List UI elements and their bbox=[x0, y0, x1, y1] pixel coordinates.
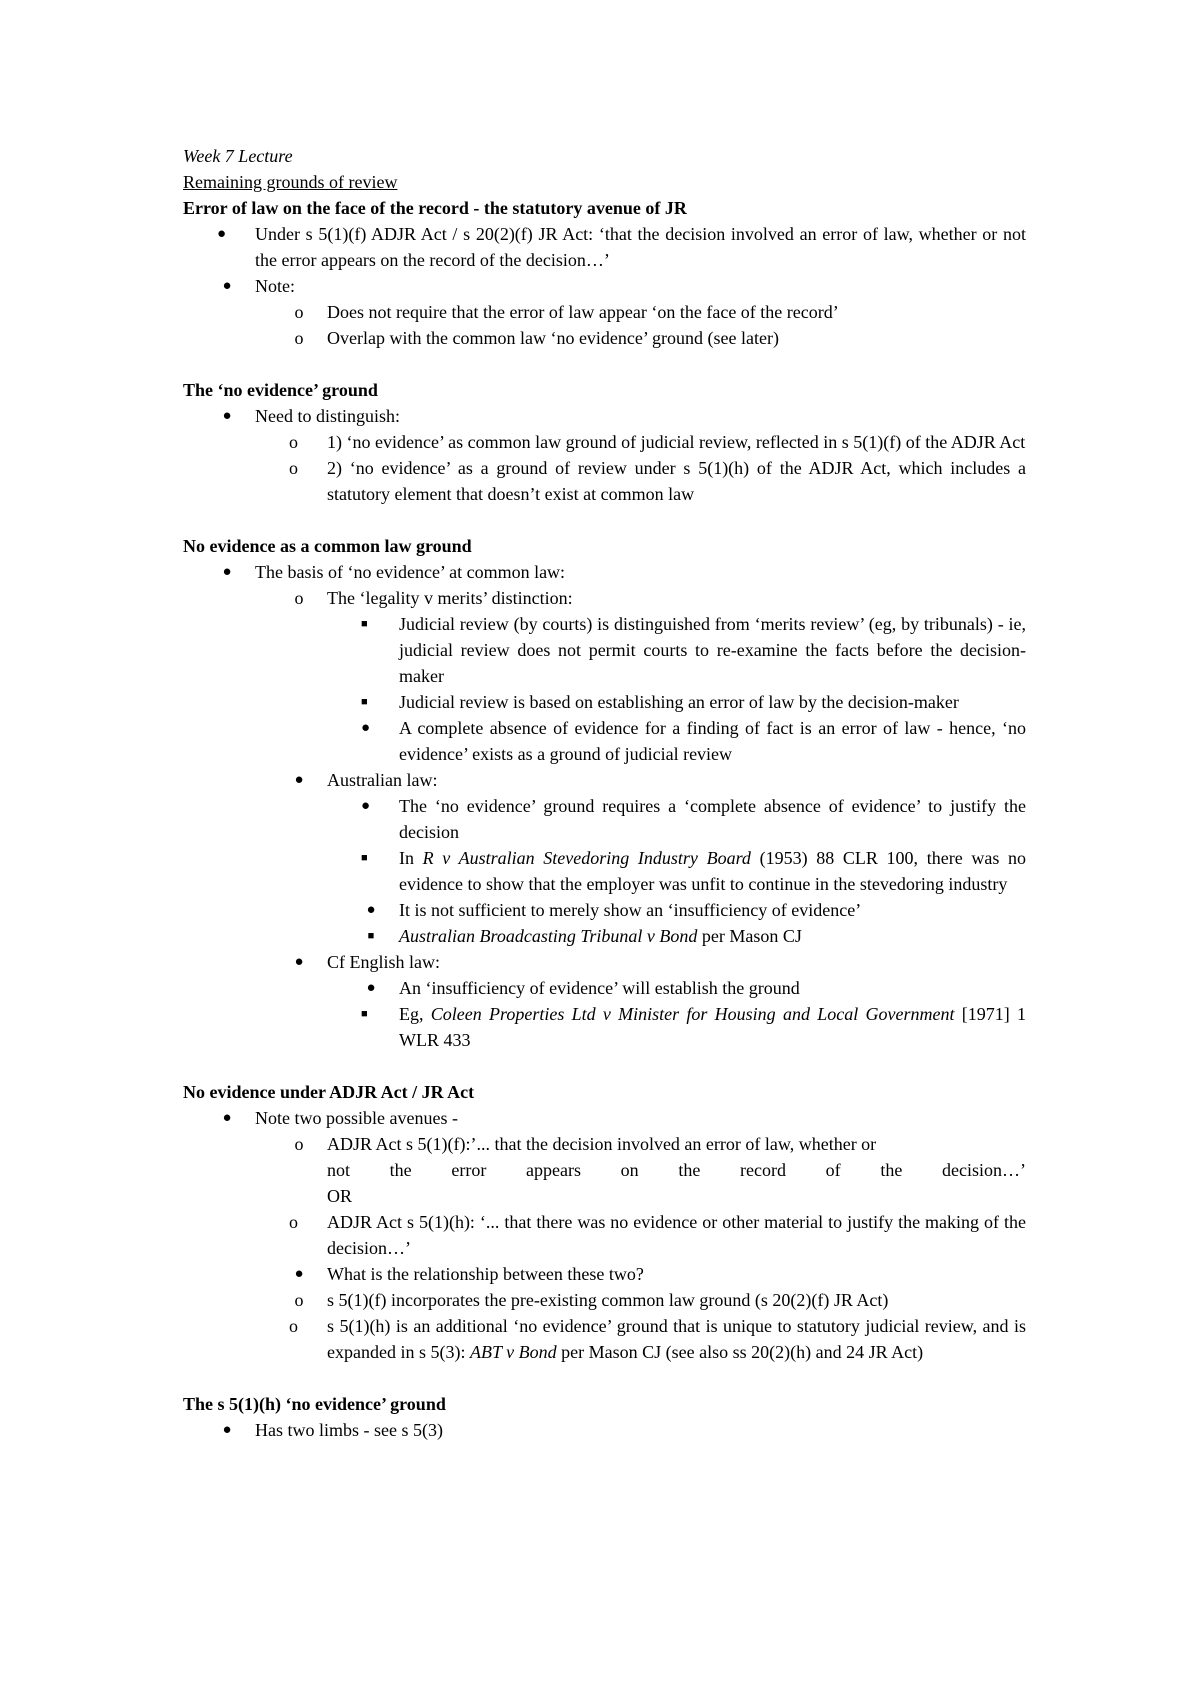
list-item: ■ Judicial review (by courts) is distinguished from ‘merits review’ (eg, by tribunals) - ie, judicial review does not permit courts to re-examine the facts before the decision-maker bbox=[183, 611, 1026, 689]
circle-bullet-icon: o bbox=[294, 1134, 304, 1154]
list-item: ● Note: bbox=[183, 273, 1026, 299]
circle-bullet-icon: o bbox=[294, 328, 304, 348]
case-name: Australian Broadcasting Tribunal v Bond bbox=[399, 926, 698, 946]
bullet-icon: ● bbox=[222, 1110, 232, 1126]
circle-bullet-icon: o bbox=[294, 1290, 304, 1310]
list-item: o The ‘legality v merits’ distinction: bbox=[183, 585, 1026, 611]
list-item: ● Need to distinguish: bbox=[183, 403, 1026, 429]
list-item: ● Cf English law: bbox=[183, 949, 1026, 975]
list-item: ● Has two limbs - see s 5(3) bbox=[183, 1417, 1026, 1443]
case-name: ABT v Bond bbox=[469, 1342, 557, 1362]
list-item: ● The basis of ‘no evidence’ at common law: bbox=[183, 559, 1026, 585]
list-item: ● Note two possible avenues - bbox=[183, 1105, 1026, 1131]
circle-bullet-icon: o bbox=[289, 1316, 298, 1336]
list-item: o s 5(1)(f) incorporates the pre-existing common law ground (s 20(2)(f) JR Act) bbox=[183, 1287, 1026, 1313]
list-item: ■ Australian Broadcasting Tribunal v Bond per Mason CJ bbox=[183, 923, 1026, 949]
bullet-icon: ● bbox=[217, 226, 227, 242]
square-bullet-icon: ■ bbox=[361, 696, 368, 708]
list-item: o 1) ‘no evidence’ as common law ground of judicial review, reflected in s 5(1)(f) of the ADJR Act bbox=[183, 429, 1026, 455]
bullet-icon: ● bbox=[294, 1266, 304, 1282]
list-item: ● Australian law: bbox=[183, 767, 1026, 793]
section-heading-no-evidence: The ‘no evidence’ ground bbox=[183, 380, 378, 400]
bullet-icon: ● bbox=[222, 1422, 232, 1438]
circle-bullet-icon: o bbox=[294, 302, 304, 322]
square-bullet-icon: ■ bbox=[361, 852, 368, 864]
list-item: o Does not require that the error of law appear ‘on the face of the record’ bbox=[183, 299, 1026, 325]
circle-bullet-icon: o bbox=[289, 1212, 298, 1232]
list-item: ● An ‘insufficiency of evidence’ will establish the ground bbox=[183, 975, 1026, 1001]
list-item: ■ Judicial review is based on establishing an error of law by the decision-maker bbox=[183, 689, 1026, 715]
circle-bullet-icon: o bbox=[289, 458, 298, 478]
list-item: o s 5(1)(h) is an additional ‘no evidence’ ground that is unique to statutory judicial review, and is expanded in s 5(3): ABT v Bond per Mason CJ (see also ss 20(2)(h) and 24 JR Act) bbox=[183, 1313, 1026, 1365]
list-item: ● The ‘no evidence’ ground requires a ‘complete absence of evidence’ to justify the decision bbox=[183, 793, 1026, 845]
section-heading-adjr-act: No evidence under ADJR Act / JR Act bbox=[183, 1082, 475, 1102]
list-item: o ADJR Act s 5(1)(h): ‘... that there was no evidence or other material to justify the making of the decision…’ bbox=[183, 1209, 1026, 1261]
list-item: o ADJR Act s 5(1)(f):’... that the decision involved an error of law, whether or not the error appears on the record of the decision…’ OR bbox=[183, 1131, 1026, 1209]
section-heading-error-of-law: Error of law on the face of the record - the statutory avenue of JR bbox=[183, 198, 687, 218]
document-page bbox=[183, 143, 1026, 1443]
square-bullet-icon: ■ bbox=[367, 930, 375, 942]
square-bullet-icon: ■ bbox=[361, 618, 368, 630]
bullet-icon: ● bbox=[361, 798, 371, 814]
circle-bullet-icon: o bbox=[289, 432, 298, 452]
bullet-icon: ● bbox=[294, 954, 304, 970]
list-item: ■ In R v Australian Stevedoring Industry Board (1953) 88 CLR 100, there was no evidence to show that the employer was unfit to continue in the stevedoring industry bbox=[183, 845, 1026, 897]
case-name: Coleen Properties Ltd v Minister for Housing and Local Government bbox=[430, 1004, 955, 1024]
bullet-icon: ● bbox=[222, 564, 232, 580]
bullet-icon: ● bbox=[366, 980, 376, 996]
bullet-icon: ● bbox=[222, 278, 232, 294]
section-heading-s5-1-h: The s 5(1)(h) ‘no evidence’ ground bbox=[183, 1394, 446, 1414]
bullet-icon: ● bbox=[294, 772, 304, 788]
bullet-icon: ● bbox=[222, 408, 232, 424]
circle-bullet-icon: o bbox=[294, 588, 304, 608]
week-label: Week 7 Lecture bbox=[183, 146, 293, 166]
section-heading-common-law: No evidence as a common law ground bbox=[183, 536, 472, 556]
list-item: ■ Eg, Coleen Properties Ltd v Minister for Housing and Local Government [1971] 1 WLR 433 bbox=[183, 1001, 1026, 1053]
square-bullet-icon: ■ bbox=[361, 1008, 368, 1020]
list-item: ● A complete absence of evidence for a finding of fact is an error of law - hence, ‘no evidence’ exists as a ground of judicial review bbox=[183, 715, 1026, 767]
bullet-icon: ● bbox=[361, 720, 371, 736]
bullet-icon: ● bbox=[366, 902, 376, 918]
case-name: R v Australian Stevedoring Industry Board bbox=[422, 848, 751, 868]
topic-heading: Remaining grounds of review bbox=[183, 172, 398, 192]
list-item: ● What is the relationship between these two? bbox=[183, 1261, 1026, 1287]
list-item: o 2) ‘no evidence’ as a ground of review under s 5(1)(h) of the ADJR Act, which includes a statutory element that doesn’t exist at common law bbox=[183, 455, 1026, 507]
list-item: o Overlap with the common law ‘no evidence’ ground (see later) bbox=[183, 325, 1026, 351]
list-item: ● Under s 5(1)(f) ADJR Act / s 20(2)(f) JR Act: ‘that the decision involved an error of law, whether or not the error appears on the record of the decision…’ bbox=[183, 221, 1026, 273]
list-item: ● It is not sufficient to merely show an ‘insufficiency of evidence’ bbox=[183, 897, 1026, 923]
